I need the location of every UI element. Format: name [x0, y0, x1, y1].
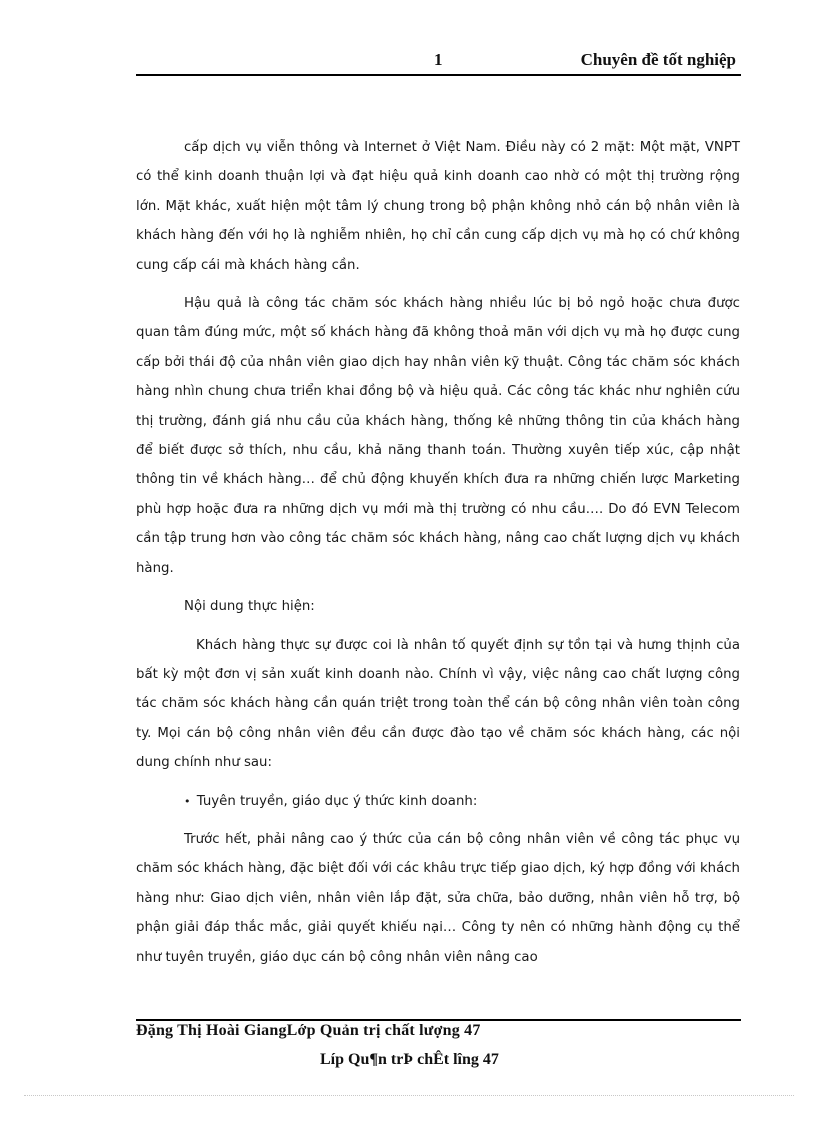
- page-bottom-dotted-line: [24, 1095, 794, 1096]
- paragraph-2: Hậu quả là công tác chăm sóc khách hàng nhiều lúc bị bỏ ngỏ hoặc chưa được quan tâm đúng mức, một số khách hàng đã không thoả mãn với dịch vụ mà họ được cung cấp bởi thái độ của nhân viên giao dịch hay nhân viên kỹ thuật. Công tác chăm sóc khách hàng nhìn chung chưa triển khai đồng bộ và hiệu quả. Các công tác khác như nghiên cứu thị trường, đánh giá nhu cầu của khách hàng, thống kê những thông tin của khách hàng để biết được sở thích, nhu cầu, khả năng thanh toán. Thường xuyên tiếp xúc, cập nhật thông tin về khách hàng… để chủ động khuyến khích đưa ra những chiến lược Marketing phù hợp hoặc đưa ra những dịch vụ mới mà thị trường có nhu cầu…. Do đó EVN Telecom cần tập trung hơn vào công tác chăm sóc khách hàng, nâng cao chất lượng dịch vụ khách hàng.: [136, 296, 740, 576]
- bullet-icon: •: [184, 794, 191, 808]
- footer-author-class: Đặng Thị Hoài GiangLớp Quản trị chất lượng 47: [136, 1022, 481, 1039]
- footer-divider: [136, 1019, 741, 1021]
- paragraph-5: Trước hết, phải nâng cao ý thức của cán bộ công nhân viên về công tác phục vụ chăm sóc khách hàng, đặc biệt đối với các khâu trực tiếp giao dịch, ký hợp đồng với khách hàng như: Giao dịch viên, nhân viên lắp đặt, sửa chữa, bảo dưỡng, nhân viên hỗ trợ, bộ phận giải đáp thắc mắc, giải quyết khiếu nại… Công ty nên có những hành động cụ thể như tuyên truyền, giáo dục cán bộ công nhân viên nâng cao: [136, 831, 740, 965]
- page-header: [136, 48, 740, 74]
- paragraph-3: Nội dung thực hiện:: [184, 599, 315, 615]
- header-divider: [136, 74, 741, 76]
- bullet-text: Tuyên truyền, giáo dục ý thức kinh doanh:: [196, 793, 478, 809]
- paragraph-1: cấp dịch vụ viễn thông và Internet ở Việt Nam. Điều này có 2 mặt: Một mặt, VNPT có thể kinh doanh thuận lợi và đạt hiệu quả kinh doanh cao nhờ có một thị trường rộng lớn. Mặt khác, xuất hiện một tâm lý chung trong bộ phận không nhỏ cán bộ nhân viên là khách hàng đến với họ là nghiễm nhiên, họ chỉ cần cung cấp dịch vụ mà họ có chứ không cung cấp cái mà khách hàng cần.: [136, 140, 740, 273]
- document-body: [136, 133, 740, 981]
- page-number: 1: [434, 50, 443, 69]
- bullet-item: [136, 787, 740, 816]
- paragraph-4: Khách hàng thực sự được coi là nhân tố quyết định sự tồn tại và hưng thịnh của bất kỳ một đơn vị sản xuất kinh doanh nào. Chính vì vậy, việc nâng cao chất lượng công tác chăm sóc khách hàng cần quán triệt trong toàn thể cán bộ công nhân viên toàn công ty. Mọi cán bộ công nhân viên đều cần được đào tạo về chăm sóc khách hàng, các nội dung chính như sau:: [136, 637, 740, 771]
- header-title: Chuyên đề tốt nghiệp: [580, 50, 736, 69]
- footer-class-garbled: Líp Qu¶n trÞ chÊt lîng 47: [320, 1051, 499, 1068]
